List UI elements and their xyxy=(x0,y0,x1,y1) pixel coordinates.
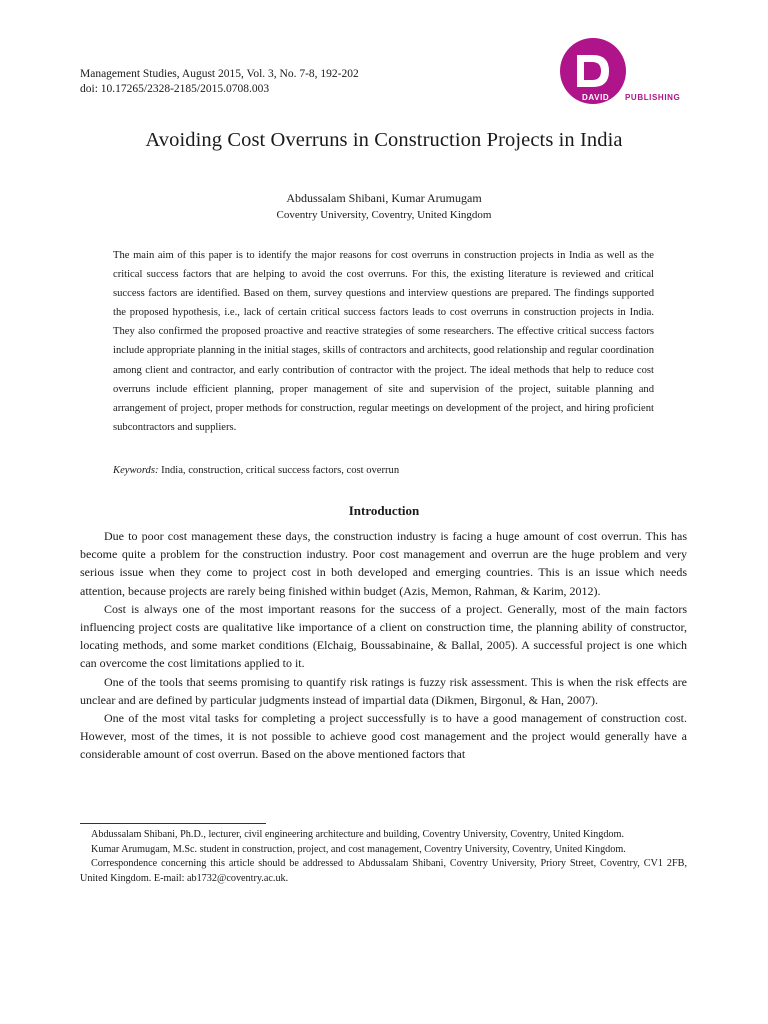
footnotes xyxy=(80,828,687,886)
body-paragraph: One of the most vital tasks for completing a project successfully is to have a good management of construction cost. However, most of the times, it is not possible to achieve good cost management and the project would generally have a considerable amount of cost overrun. Based on the above mentioned factors that xyxy=(80,711,687,762)
abstract: The main aim of this paper is to identify the major reasons for cost overruns in construction projects in India as well as the critical success factors that are helping to avoid the cost overruns. For this, the existing literature is reviewed and critical success factors are identified. Based on them, survey questions and interview questions are prepared. The findings supported the proposed hypothesis, i.e., lack of certain critical success factors leads to cost overruns in construction projects in India. They also confirmed the proposed proactive and reactive strategies of some researchers. The effective critical success factors include appropriate planning in the initial stages, skills of contractors and architects, good relationship and regular coordination among client and contractor, and early contribution of contractor with the project. The ideal methods that help to reduce cost overruns include efficient planning, proper management of site and supervision of the project, suitable planning and arrangement of project, proper methods for construction, regular meetings on development of the project, and hiring proficient subcontractors and suppliers. xyxy=(113,250,654,433)
keywords-label: Keywords: xyxy=(113,465,159,476)
doi-line: doi: 10.17265/2328-2185/2015.0708.003 xyxy=(80,83,270,95)
footnote: Correspondence concerning this article should be addressed to Abdussalam Shibani, Coventry University, Priory Street, Coventry, CV1 2FB, United Kingdom. E-mail: ab1732@coventry.ac.uk. xyxy=(80,858,687,884)
paper-title: Avoiding Cost Overruns in Construction Projects in India xyxy=(145,129,623,151)
body-paragraph: Cost is always one of the most important reasons for the success of a project. Generally, most of the main factors influencing project costs are qualitative like importance of a client on construction time, the planning ability of constructor, locating methods, and some market conditions (Elchaig, Boussabinaine, & Ballal, 2005). A successful project is one which can overcome the cost limitations applied to it. xyxy=(80,601,687,671)
body-text xyxy=(80,527,687,764)
footnote: Abdussalam Shibani, Ph.D., lecturer, civil engineering architecture and building, Coventry University, Coventry, United Kingdom. xyxy=(91,829,625,840)
journal-header xyxy=(80,67,359,97)
paper-authors: Abdussalam Shibani, Kumar Arumugam xyxy=(286,191,482,205)
logo-word-david: DAVID xyxy=(582,93,610,102)
section-heading-introduction: Introduction xyxy=(348,503,420,518)
author-affiliation: Coventry University, Coventry, United Kingdom xyxy=(276,209,492,221)
journal-citation: Management Studies, August 2015, Vol. 3, No. 7-8, 192-202 xyxy=(80,68,359,80)
body-paragraph: One of the tools that seems promising to quantify risk ratings is fuzzy risk assessment. This is when the risk effects are unclear and are defined by particular judgments instead of impartial data (Dikmen, Birgonul, & Han, 2007). xyxy=(80,674,687,707)
logo-word-publishing: PUBLISHING xyxy=(625,93,681,102)
footnote: Kumar Arumugam, M.Sc. student in construction, project, and cost management, Coventry University, Coventry, United Kingdom. xyxy=(91,843,626,855)
publisher-logo xyxy=(553,38,693,104)
keywords xyxy=(113,465,654,476)
keywords-text: India, construction, critical success factors, cost overrun xyxy=(158,465,400,476)
footnote-divider xyxy=(80,823,266,824)
body-paragraph: Due to poor cost management these days, the construction industry is facing a huge amount of cost overrun. This has become quite a problem for the construction industry. Poor cost management and overrun are the huge problem and very serious issue when they come to project cost in both developed and emerging countries. This is an issue which needs attention, because projects are rarely being finished within budget (Azis, Memon, Rahman, & Karim, 2012). xyxy=(80,529,687,598)
